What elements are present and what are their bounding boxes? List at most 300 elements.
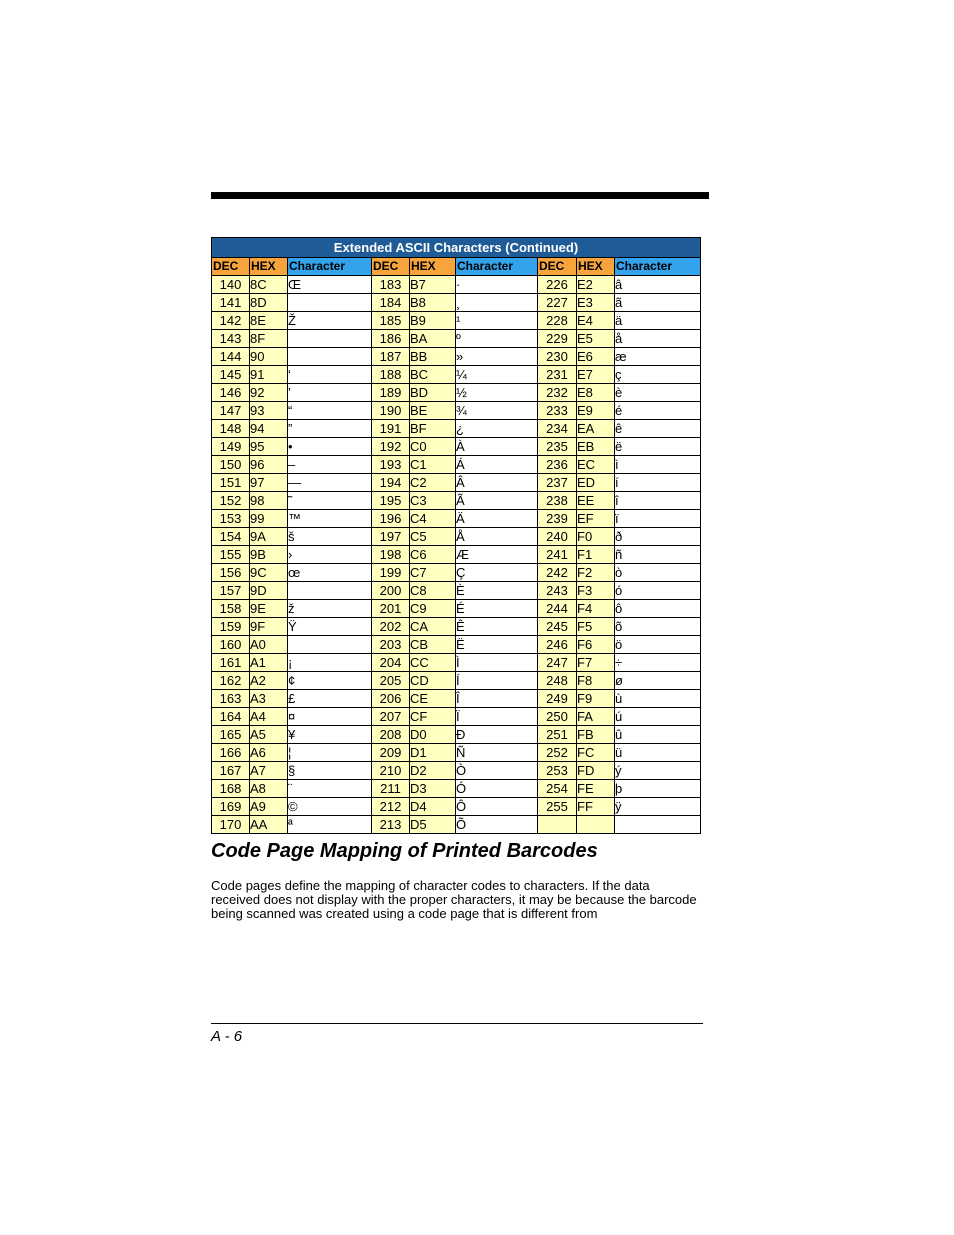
table-row [212,690,701,708]
table-cell: » [456,348,538,366]
table-cell: — [288,474,372,492]
table-cell: 245 [538,618,577,636]
table-cell: ó [615,582,701,600]
table-cell: E4 [577,312,615,330]
bottom-rule [211,1023,703,1024]
table-cell: ¢ [288,672,372,690]
table-cell: 249 [538,690,577,708]
table-cell [288,348,372,366]
table-row [212,312,701,330]
table-cell: A1 [250,654,288,672]
table-cell: D2 [410,762,456,780]
table-cell: 197 [372,528,410,546]
table-cell: 154 [212,528,250,546]
table-row [212,546,701,564]
column-header: HEX [577,258,615,276]
table-cell: 98 [250,492,288,510]
table-cell [288,294,372,312]
column-header: HEX [250,258,288,276]
table-cell: 169 [212,798,250,816]
table-cell: 144 [212,348,250,366]
table-row [212,618,701,636]
table-cell: B8 [410,294,456,312]
table-cell: É [456,600,538,618]
table-row [212,582,701,600]
table-cell: 183 [372,276,410,294]
table-cell: Ã [456,492,538,510]
table-cell: ” [288,420,372,438]
table-cell: Ð [456,726,538,744]
table-cell: ’ [288,384,372,402]
table-row [212,672,701,690]
table-cell: Ó [456,780,538,798]
table-cell: 164 [212,708,250,726]
table-cell: ü [615,744,701,762]
table-cell: D4 [410,798,456,816]
table-cell: Ì [456,654,538,672]
table-cell: 242 [538,564,577,582]
table-row [212,276,701,294]
table-cell: ½ [456,384,538,402]
table-cell: Î [456,690,538,708]
table-cell: 226 [538,276,577,294]
table-cell: 198 [372,546,410,564]
table-cell: C4 [410,510,456,528]
table-cell: 97 [250,474,288,492]
table-cell: F5 [577,618,615,636]
table-cell: 141 [212,294,250,312]
top-rule [211,192,709,199]
table-cell: CB [410,636,456,654]
table-cell: 160 [212,636,250,654]
table-cell: 235 [538,438,577,456]
table-cell: FA [577,708,615,726]
table-row [212,708,701,726]
table-cell: FE [577,780,615,798]
column-header: HEX [410,258,456,276]
table-cell: ¨ [288,780,372,798]
table-cell: 241 [538,546,577,564]
table-cell: Ž [288,312,372,330]
table-cell: D3 [410,780,456,798]
table-cell: AA [250,816,288,834]
table-row [212,600,701,618]
table-caption: Extended ASCII Characters (Continued) [212,238,701,258]
column-header: DEC [538,258,577,276]
table-cell: 244 [538,600,577,618]
table-row [212,798,701,816]
table-cell: A2 [250,672,288,690]
table-cell: F1 [577,546,615,564]
table-cell: Í [456,672,538,690]
page-number: A - 6 [211,1028,243,1045]
table-cell: 227 [538,294,577,312]
table-cell: 156 [212,564,250,582]
table-cell: B9 [410,312,456,330]
table-row [212,726,701,744]
table-cell: A7 [250,762,288,780]
table-row [212,384,701,402]
table-cell: E3 [577,294,615,312]
table-row [212,330,701,348]
table-cell: 8E [250,312,288,330]
table-cell: ç [615,366,701,384]
table-cell: EF [577,510,615,528]
table-cell: 205 [372,672,410,690]
table-cell: ö [615,636,701,654]
table-cell: 213 [372,816,410,834]
table-cell: 155 [212,546,250,564]
table-cell [615,816,701,834]
table-cell: 228 [538,312,577,330]
table-cell: 152 [212,492,250,510]
table-cell: ì [615,456,701,474]
table-cell: Ï [456,708,538,726]
table-row [212,492,701,510]
table-cell: í [615,474,701,492]
table-cell: þ [615,780,701,798]
table-cell: ¼ [456,366,538,384]
table-cell: F4 [577,600,615,618]
table-cell: E6 [577,348,615,366]
table-cell: F3 [577,582,615,600]
table-cell: C9 [410,600,456,618]
table-cell: 251 [538,726,577,744]
table-cell: ÷ [615,654,701,672]
table-cell: 9C [250,564,288,582]
column-header: DEC [212,258,250,276]
table-cell: F9 [577,690,615,708]
table-cell: 192 [372,438,410,456]
table-cell: À [456,438,538,456]
table-cell: C6 [410,546,456,564]
table-cell: 9E [250,600,288,618]
table-cell: œ [288,564,372,582]
table-cell: C3 [410,492,456,510]
table-cell: 191 [372,420,410,438]
table-cell: CE [410,690,456,708]
table-cell: 93 [250,402,288,420]
table-cell: F0 [577,528,615,546]
table-cell: A0 [250,636,288,654]
table-cell: ¾ [456,402,538,420]
table-cell: 238 [538,492,577,510]
table-row [212,366,701,384]
table-cell: 163 [212,690,250,708]
table-cell: 158 [212,600,250,618]
table-cell: Ô [456,798,538,816]
table-cell: FF [577,798,615,816]
table-cell: 250 [538,708,577,726]
table-cell: CC [410,654,456,672]
table-cell: 201 [372,600,410,618]
table-cell: ñ [615,546,701,564]
table-cell: B7 [410,276,456,294]
table-cell: 255 [538,798,577,816]
table-row [212,348,701,366]
table-row [212,636,701,654]
table-cell: 170 [212,816,250,834]
column-header: Character [288,258,372,276]
table-cell: 99 [250,510,288,528]
table-cell: 231 [538,366,577,384]
table-cell: EE [577,492,615,510]
table-cell: ¤ [288,708,372,726]
table-cell: BA [410,330,456,348]
table-cell: 162 [212,672,250,690]
table-cell: ž [288,600,372,618]
table-row [212,564,701,582]
table-cell: ¡ [288,654,372,672]
table-cell: 236 [538,456,577,474]
table-cell: 187 [372,348,410,366]
table-cell: 196 [372,510,410,528]
table-cell: 248 [538,672,577,690]
table-cell: Ç [456,564,538,582]
table-cell: Ò [456,762,538,780]
table-cell: © [288,798,372,816]
table-cell: 188 [372,366,410,384]
table-cell: Ê [456,618,538,636]
table-cell: D1 [410,744,456,762]
table-cell: û [615,726,701,744]
table-cell: 9F [250,618,288,636]
table-cell: 9D [250,582,288,600]
table-cell: 149 [212,438,250,456]
table-cell: FD [577,762,615,780]
table-cell: 246 [538,636,577,654]
table-cell: ¿ [456,420,538,438]
table-cell: F8 [577,672,615,690]
table-cell: ™ [288,510,372,528]
table-cell: ê [615,420,701,438]
column-header: DEC [372,258,410,276]
table-cell: 253 [538,762,577,780]
table-row [212,402,701,420]
table-cell: º [456,330,538,348]
table-cell: FB [577,726,615,744]
table-cell: ¦ [288,744,372,762]
table-cell: • [288,438,372,456]
table-cell: C1 [410,456,456,474]
table-cell: 229 [538,330,577,348]
table-cell: § [288,762,372,780]
table-cell: è [615,384,701,402]
table-cell: 243 [538,582,577,600]
table-cell: 165 [212,726,250,744]
table-cell: õ [615,618,701,636]
table-cell: æ [615,348,701,366]
table-cell: 233 [538,402,577,420]
table-cell: 237 [538,474,577,492]
table-cell: 168 [212,780,250,798]
table-cell: 252 [538,744,577,762]
table-cell: 148 [212,420,250,438]
table-cell: 207 [372,708,410,726]
table-cell: 92 [250,384,288,402]
table-cell: 145 [212,366,250,384]
table-cell: ô [615,600,701,618]
table-cell: ã [615,294,701,312]
table-cell: 90 [250,348,288,366]
table-cell: “ [288,402,372,420]
table-cell: 204 [372,654,410,672]
table-cell: D0 [410,726,456,744]
table-cell: ò [615,564,701,582]
table-cell: 234 [538,420,577,438]
table-cell: 212 [372,798,410,816]
table-cell: 195 [372,492,410,510]
table-cell: ë [615,438,701,456]
table-cell: 186 [372,330,410,348]
table-cell: 208 [372,726,410,744]
table-cell: £ [288,690,372,708]
table-cell: 150 [212,456,250,474]
table-cell: 211 [372,780,410,798]
table-cell: Ñ [456,744,538,762]
table-cell: 200 [372,582,410,600]
table-cell: ˜ [288,492,372,510]
table-cell: BD [410,384,456,402]
table-cell: 147 [212,402,250,420]
table-cell: 142 [212,312,250,330]
column-header: Character [615,258,701,276]
table-row [212,510,701,528]
table-cell: 8D [250,294,288,312]
table-cell: 210 [372,762,410,780]
table-cell: ª [288,816,372,834]
table-cell: F6 [577,636,615,654]
table-row [212,780,701,798]
table-cell: E2 [577,276,615,294]
table-cell: å [615,330,701,348]
table-cell: 153 [212,510,250,528]
table-cell: Œ [288,276,372,294]
table-cell: 159 [212,618,250,636]
table-cell [577,816,615,834]
table-cell: ¸ [456,294,538,312]
table-cell: 190 [372,402,410,420]
table-cell: 151 [212,474,250,492]
table-cell: F2 [577,564,615,582]
table-cell: š [288,528,372,546]
table-cell: FC [577,744,615,762]
column-header: Character [456,258,538,276]
table-cell: È [456,582,538,600]
table-cell: BF [410,420,456,438]
table-cell: EC [577,456,615,474]
table-cell: ð [615,528,701,546]
table-cell: 167 [212,762,250,780]
table-cell: BB [410,348,456,366]
table-cell: ‘ [288,366,372,384]
table-row [212,762,701,780]
table-cell: 9A [250,528,288,546]
table-cell [538,816,577,834]
table-cell: C2 [410,474,456,492]
table-cell: C7 [410,564,456,582]
table-cell: BC [410,366,456,384]
table-cell: ¥ [288,726,372,744]
table-cell: 8F [250,330,288,348]
table-cell: 166 [212,744,250,762]
table-cell: Õ [456,816,538,834]
table-cell: 8C [250,276,288,294]
table-cell: ý [615,762,701,780]
table-row [212,438,701,456]
table-cell: E7 [577,366,615,384]
table-row [212,474,701,492]
table-cell: A6 [250,744,288,762]
table-cell: A3 [250,690,288,708]
table-cell: CA [410,618,456,636]
table-cell: 157 [212,582,250,600]
table-cell: C8 [410,582,456,600]
table-cell: 193 [372,456,410,474]
table-cell: 203 [372,636,410,654]
table-cell: 95 [250,438,288,456]
table-row [212,420,701,438]
table-cell: A9 [250,798,288,816]
table-cell: Å [456,528,538,546]
table-cell: 209 [372,744,410,762]
table-cell: 161 [212,654,250,672]
table-cell: ï [615,510,701,528]
table-cell: BE [410,402,456,420]
table-cell: A5 [250,726,288,744]
table-cell: ù [615,690,701,708]
table-cell: Æ [456,546,538,564]
table-body [212,276,701,834]
table-row [212,456,701,474]
table-cell: · [456,276,538,294]
table-cell: A4 [250,708,288,726]
table-cell: 206 [372,690,410,708]
table-cell: ø [615,672,701,690]
table-row [212,744,701,762]
table-cell: 199 [372,564,410,582]
table-cell: é [615,402,701,420]
table-cell: – [288,456,372,474]
table-cell: EB [577,438,615,456]
table-cell: 140 [212,276,250,294]
table-cell: › [288,546,372,564]
table-cell: ¹ [456,312,538,330]
table-cell: 240 [538,528,577,546]
table-cell: 185 [372,312,410,330]
table-cell: 189 [372,384,410,402]
table-cell: Ë [456,636,538,654]
table-row [212,528,701,546]
table-header-row [212,258,701,276]
table-row [212,294,701,312]
extended-ascii-table [211,237,701,834]
table-cell: ú [615,708,701,726]
table-cell: 96 [250,456,288,474]
section-heading: Code Page Mapping of Printed Barcodes [211,840,598,862]
table-cell: 194 [372,474,410,492]
table-cell: Â [456,474,538,492]
table-cell [288,582,372,600]
table-cell: 239 [538,510,577,528]
table-cell: â [615,276,701,294]
table-row [212,654,701,672]
table-cell: 232 [538,384,577,402]
table-cell: Ä [456,510,538,528]
table-cell: F7 [577,654,615,672]
table-cell: C0 [410,438,456,456]
table-cell [288,636,372,654]
